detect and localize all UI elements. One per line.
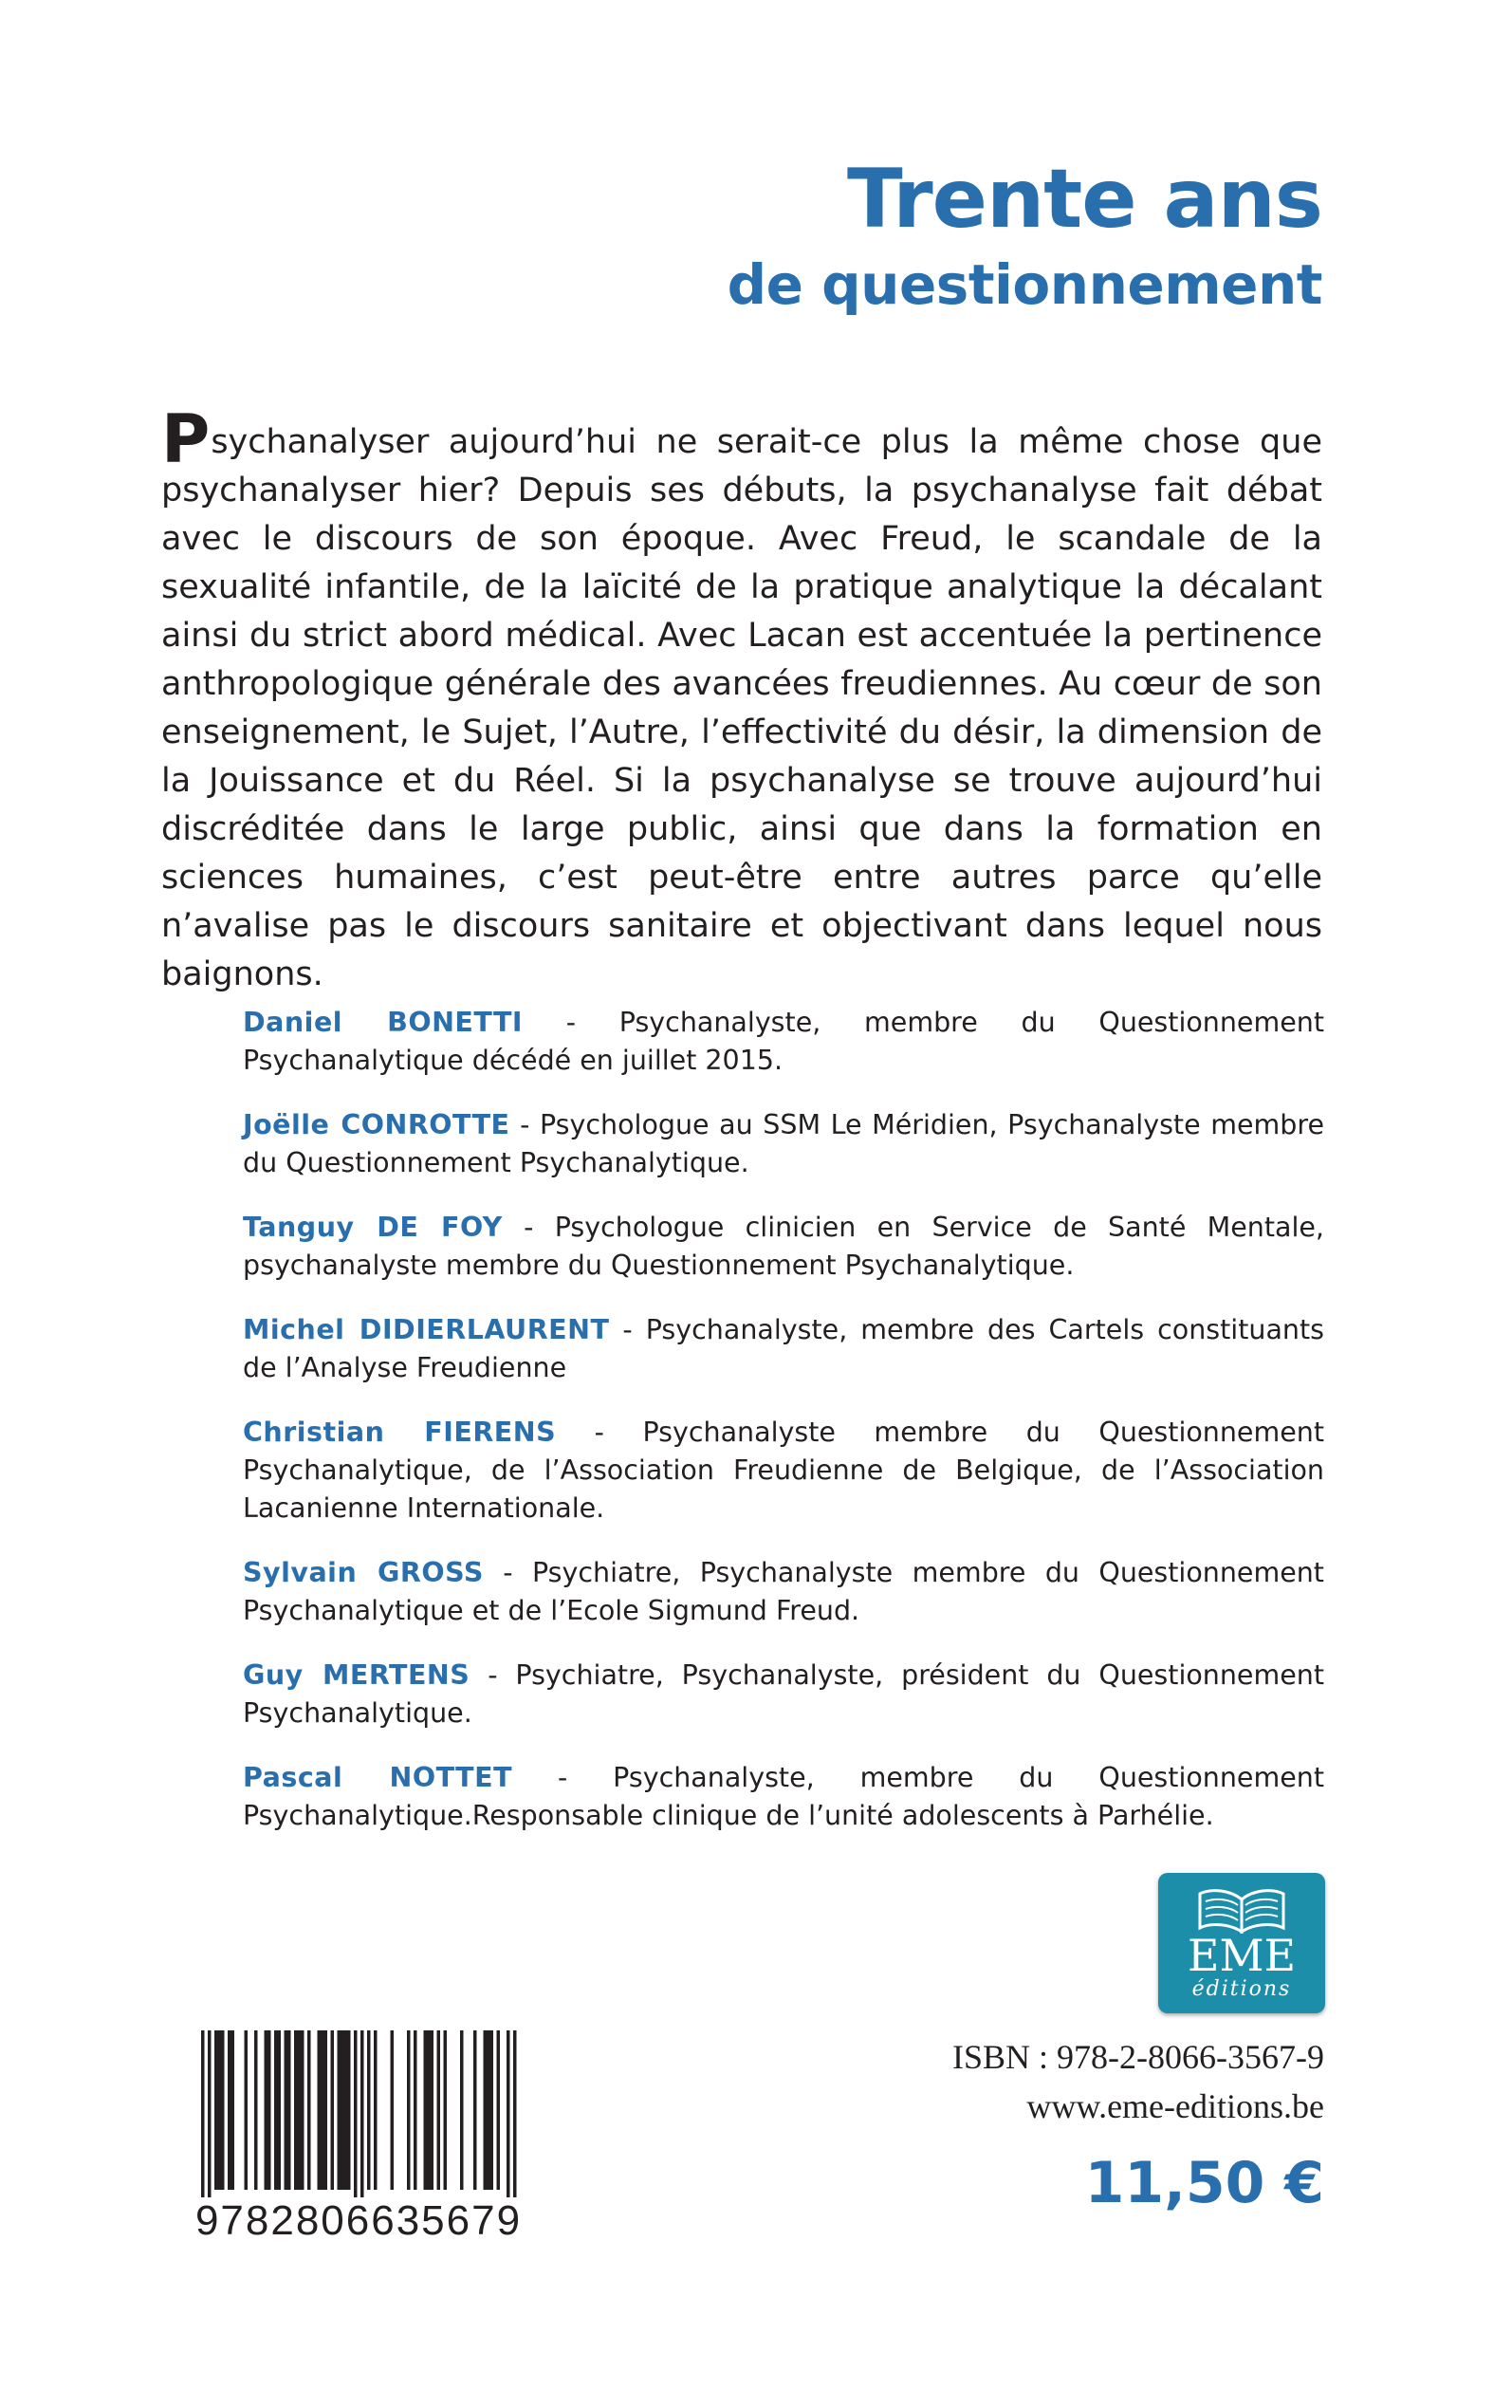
author-name: Tanguy DE FOY xyxy=(243,1212,503,1243)
barcode-bar xyxy=(285,2030,288,2190)
author-description: - Psychanalyste membre du Questionnement Psychanalytique, de l’Association Freudienne de Belgique, de l’Association Lacanienne Internationale. xyxy=(243,1417,1324,1524)
barcode-bar xyxy=(324,2030,328,2190)
barcode-bar xyxy=(267,2030,271,2190)
author-description: - Psychiatre, Psychanalyste, président du Questionnement Psychanalytique. xyxy=(243,1659,1325,1729)
author-entry xyxy=(243,1759,1324,1835)
open-book-icon xyxy=(1194,1884,1289,1934)
barcode-bar xyxy=(473,2030,477,2190)
barcode-bar xyxy=(287,2030,291,2190)
barcode-bar xyxy=(367,2030,371,2190)
intro-paragraph xyxy=(161,400,1322,999)
barcode-bar xyxy=(321,2030,324,2190)
barcode-bar xyxy=(490,2030,494,2190)
author-name: Sylvain GROSS xyxy=(243,1557,484,1588)
barcode-bar xyxy=(460,2030,464,2190)
barcode-bar xyxy=(497,2030,501,2190)
author-entry xyxy=(243,1106,1324,1182)
barcode-bar xyxy=(307,2030,311,2190)
logo-subtitle: éditions xyxy=(1191,1977,1292,2001)
author-entry xyxy=(243,1414,1324,1528)
publisher-logo xyxy=(1158,1873,1325,2013)
barcode-bar xyxy=(218,2030,222,2190)
author-description: - Psychiatre, Psychanalyste membre du Questionnement Psychanalytique et de l’Ecole Sigmund Freud. xyxy=(243,1557,1324,1626)
author-name: Michel DIDIERLAURENT xyxy=(243,1314,610,1345)
author-name: Pascal NOTTET xyxy=(243,1762,513,1793)
barcode-bar xyxy=(318,2030,322,2190)
barcode-bar xyxy=(294,2030,298,2190)
price: 11,50 € xyxy=(1084,2150,1324,2216)
barcode-digits: 9782806635679 xyxy=(194,2197,523,2244)
title-line-1: Trente ans xyxy=(846,152,1322,247)
author-name: Guy MERTENS xyxy=(243,1659,470,1691)
intro-text: sychanalyser aujourd’hui ne serait-ce plus la même chose que psychanalyser hier? Depuis ses débuts, la psychanalyse fait débat avec le discours de son époque. Avec Freud, le scandale de la sexualité infantile, de la laïcité de la pratique analytique la décalant ainsi du strict abord médical. Avec Lacan est accentuée la pertinence anthropologique générale des avancées freudiennes. Au cœur de son enseignement, le Sujet, l’Autre, l’effectivité du désir, la dimension de la Jouissance et du Réel. Si la psychanalyse se trouve aujourd’hui discréditée dans le large public, ainsi que dans la formation en sciences humaines, c’est peut-être entre autres parce qu’elle n’avalise pas le discours sanitaire et objectivant dans lequel nous baignons. xyxy=(161,423,1322,993)
isbn-number: ISBN : 978-2-8066-3567-9 xyxy=(952,2038,1324,2076)
barcode-bar xyxy=(487,2030,490,2190)
barcode-bar xyxy=(507,2030,510,2197)
title-line-2: de questionnement xyxy=(727,252,1322,317)
barcode-bar xyxy=(214,2030,218,2190)
barcode-bar xyxy=(254,2030,258,2190)
barcode-bars xyxy=(194,2030,524,2197)
drop-cap: P xyxy=(161,400,211,478)
barcode-bar xyxy=(301,2030,304,2190)
barcode-bar xyxy=(437,2030,441,2190)
author-list xyxy=(243,1004,1324,1862)
barcode-bar xyxy=(427,2030,431,2190)
barcode-bar xyxy=(360,2030,364,2197)
barcode-bar xyxy=(341,2030,344,2190)
barcode-bar xyxy=(484,2030,488,2190)
publication-info xyxy=(952,2032,1324,2131)
author-description: - Psychanalyste, membre des Cartels constituants de l’Analyse Freudienne xyxy=(243,1314,1324,1383)
barcode-bar xyxy=(228,2030,231,2190)
barcode-bar xyxy=(513,2030,517,2197)
book-title xyxy=(728,152,1322,323)
barcode-bar xyxy=(374,2030,378,2190)
barcode-bar xyxy=(424,2030,428,2190)
barcode-bar xyxy=(431,2030,434,2190)
barcode xyxy=(182,2030,535,2256)
author-name: Joëlle CONROTTE xyxy=(243,1109,510,1140)
author-entry xyxy=(243,1311,1324,1387)
author-entry xyxy=(243,1554,1324,1630)
barcode-bar xyxy=(221,2030,225,2190)
author-name: Daniel BONETTI xyxy=(243,1007,524,1038)
barcode-bar xyxy=(201,2030,205,2197)
author-description: - Psychologue clinicien en Service de Santé Mentale, psychanalyste membre du Questionnement Psychanalytique. xyxy=(243,1212,1324,1281)
author-name: Christian FIERENS xyxy=(243,1417,557,1448)
barcode-bar xyxy=(208,2030,212,2197)
barcode-bar xyxy=(444,2030,448,2190)
author-description: - Psychologue au SSM Le Méridien, Psychanalyste membre du Questionnement Psychanalytique. xyxy=(243,1109,1324,1178)
barcode-bar xyxy=(414,2030,417,2190)
barcode-bar xyxy=(344,2030,348,2190)
barcode-bar xyxy=(338,2030,341,2190)
barcode-bar xyxy=(278,2030,282,2190)
barcode-bar xyxy=(407,2030,411,2190)
author-entry xyxy=(243,1657,1324,1732)
barcode-bar xyxy=(265,2030,268,2190)
barcode-bar xyxy=(347,2030,351,2190)
author-description: - Psychanalyste, membre du Questionnement Psychanalytique décédé en juillet 2015. xyxy=(243,1007,1324,1076)
barcode-bar xyxy=(391,2030,395,2190)
barcode-bar xyxy=(274,2030,278,2190)
barcode-bar xyxy=(298,2030,302,2190)
logo-wordmark: EME xyxy=(1187,1930,1297,1981)
barcode-bar xyxy=(354,2030,358,2197)
author-entry xyxy=(243,1209,1324,1285)
barcode-bar xyxy=(231,2030,235,2190)
barcode-bar xyxy=(331,2030,335,2190)
author-entry xyxy=(243,1004,1324,1080)
barcode-bar xyxy=(245,2030,249,2190)
publisher-website: www.eme-editions.be xyxy=(1026,2087,1324,2125)
author-description: - Psychanalyste, membre du Questionnement Psychanalytique.Responsable clinique de l’unité adolescents à Parhélie. xyxy=(243,1762,1324,1831)
